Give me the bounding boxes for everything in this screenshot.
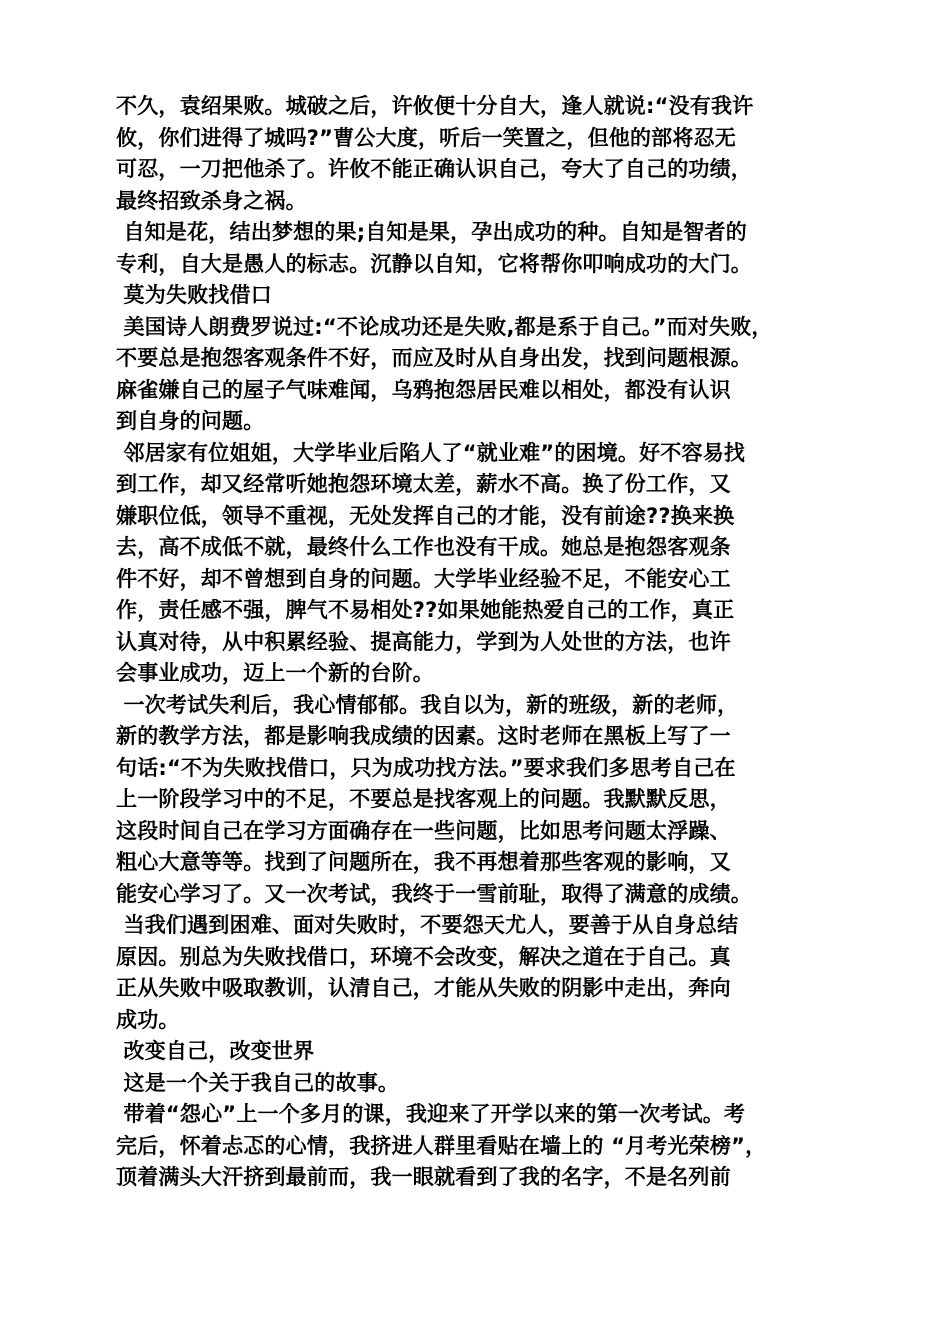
text-line: 这是一个关于我自己的故事。 [116,1070,400,1095]
text-line: 这段时间自己在学习方面确存在一些问题，比如思考问题太浮躁、 [116,818,731,843]
text-line: 件不好，却不曾想到自身的问题。大学毕业经验不足，不能安心工 [116,566,731,591]
text-line: 攸，你们进得了城吗?”曹公大度，听后一笑置之，但他的部将忍无 [116,125,736,150]
text-line: 到工作，却又经常听她抱怨环境太差，薪水不高。换了份工作，又 [116,472,731,496]
text-line: 当我们遇到困难、面对失败时，不要怨天尤人，要善于从自身总结 [116,913,739,937]
text-line: 顶着满头大汗挤到最前而，我一眼就看到了我的名字，不是名列前 [116,1165,731,1189]
text-line: 不久，袁绍果败。城破之后，许攸便十分自大，逢人就说:“没有我许 [116,94,754,118]
text-line: 可忍，一刀把他杀了。许攸不能正确认识自己，夸大了自己的功绩， [116,157,752,181]
text-line: 会事业成功，迈上一个新的台阶。 [116,661,434,685]
section-heading: 改变自己，改变世界 [116,1039,315,1063]
text-line: 句话:“不为失败找借口，只为成功找方法。”要求我们多思考自己在 [116,755,736,780]
text-line: 作，责任感不强，脾气不易相处??如果她能热爱自己的工作，真正 [116,598,735,622]
text-line: 认真对待，从中积累经验、提高能力，学到为人处世的方法，也许 [116,629,731,654]
text-line: 粗心大意等等。找到了问题所在，我不再想着那些客观的影响，又 [116,850,731,874]
text-line: 麻雀嫌自己的屋子气味难闻，乌鸦抱怨居民难以相处，都没有认识 [116,377,731,402]
text-line: 不要总是抱怨客观条件不好，而应及时从自身出发，找到问题根源。 [116,346,752,370]
text-line: 一次考试失利后，我心情郁郁。我自以为，新的班级，新的老师， [116,692,739,717]
text-line: 到自身的问题。 [116,409,265,433]
text-line: 邻居家有位姐姐，大学毕业后陷人了“就业难”的困境。好不容易找 [116,440,746,465]
text-line: 能安心学习了。又一次考试，我终于一雪前耻，取得了满意的成绩。 [116,881,752,906]
text-line: 最终招致杀身之祸。 [116,188,307,213]
text-line: 去，高不成低不就，最终什么工作也没有干成。她总是抱怨客观条 [116,535,731,559]
text-line: 带着“怨心”上一个多月的课，我迎来了开学以来的第一次考试。考 [116,1102,746,1126]
text-line: 美国诗人朗费罗说过:“不论成功还是失败,都是系于自己。”而对失败， [116,314,773,339]
body-text [116,91,856,1194]
text-line: 原因。别总为失败找借口，环境不会改变，解决之道在于自己。真 [116,944,731,969]
text-line: 上一阶段学习中的不足，不要总是找客观上的问题。我默默反思， [116,787,731,811]
text-line: 自知是花，结出梦想的果;自知是果，孕出成功的种。自知是智者的 [116,220,747,244]
text-line: 新的教学方法，都是影响我成绩的因素。这时老师在黑板上写了一 [116,724,731,748]
section-heading: 莫为失败找借口 [116,283,272,307]
text-line: 正从失败中吸取教训，认清自己，才能从失败的阴影中走出，奔向 [116,976,731,1000]
text-line: 完后，怀着忐忑的心情，我挤进人群里看贴在墙上的 “月考光荣榜”， [116,1133,767,1158]
text-line: 专利，自大是愚人的标志。沉静以自知，它将帮你叩响成功的大门。 [116,251,752,276]
text-line: 成功。 [116,1007,180,1032]
text-line: 嫌职位低，领导不重视，无处发挥自己的才能，没有前途??换来换 [116,503,735,528]
